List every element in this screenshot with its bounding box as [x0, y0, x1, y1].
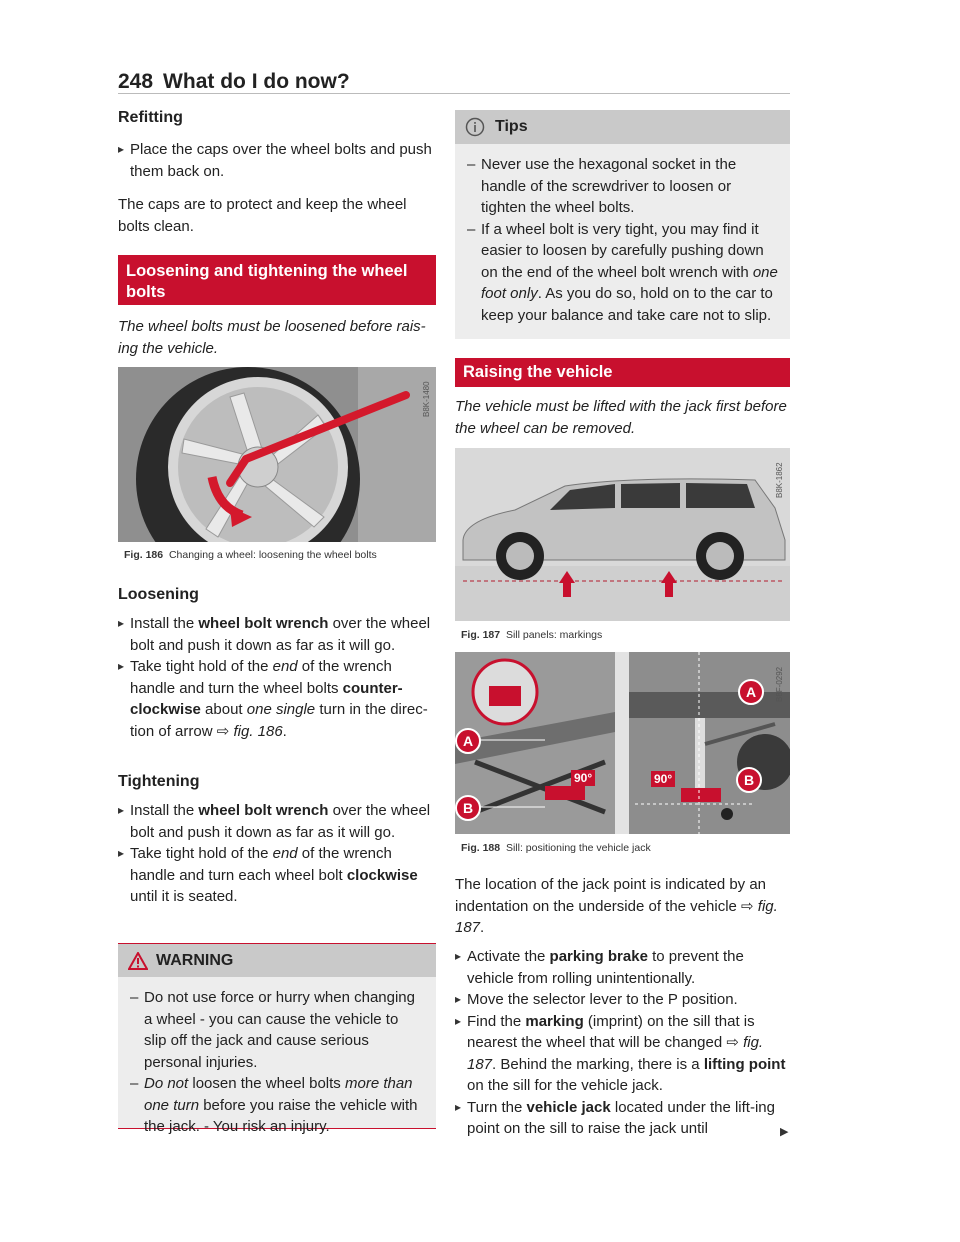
fig-reference-link[interactable]: ⇨ fig. 186: [216, 722, 283, 740]
figure-caption-text: Sill panels: markings: [505, 629, 603, 641]
figure-caption: [461, 842, 651, 854]
raising-steps: [455, 946, 790, 1140]
figure-code: B8F-0292: [775, 666, 784, 702]
refitting-note: The caps are to protect and keep the wheel bolts clean.: [118, 196, 407, 235]
car-side-illustration: [455, 448, 790, 621]
warning-list: [130, 987, 424, 1138]
angle-label: 90°: [651, 771, 675, 787]
loosening-steps: [118, 613, 436, 742]
list-item: – If a wheel bolt is very tight, you may find it easier to loosen by carefully pushing down on the end of the wheel bolt wrench with one foot only. As you do so, hold on to the car to keep your balance and take care not to slip.: [467, 219, 778, 327]
tips-header: [455, 110, 790, 144]
angle-label: 90°: [571, 770, 595, 786]
figure-caption: [461, 629, 602, 641]
page-number: 248: [118, 70, 154, 93]
list-item: – Do not loosen the wheel bolts more than one turn before you raise the vehicle with the jack. - You risk an injury.: [130, 1073, 424, 1138]
loosening-heading: Loosening: [118, 586, 199, 603]
list-item: – Do not use force or hurry when changing a wheel - you can cause the vehicle to slip off the jack and cause serious personal injuries.: [130, 987, 424, 1073]
fig-reference-link[interactable]: ⇨ fig. 187: [467, 1034, 764, 1073]
tips-list: [467, 154, 778, 326]
warning-header: [118, 943, 436, 977]
tips-body: [455, 144, 790, 339]
figure-caption-text: Changing a wheel: loosening the wheel bolts: [168, 549, 377, 561]
list-item: ▸ Find the marking (imprint) on the sill that is nearest the wheel that will be changed ⇨ fig. 187. Behind the marking, there is a lifting point on the sill for the vehicle jack.: [455, 1011, 790, 1097]
warning-body: [118, 977, 436, 1135]
warning-triangle-icon: [128, 952, 148, 970]
jack-location-paragraph: The location of the jack point is indicated by an indentation on the underside of the vehicle ⇨ fig. 187.: [455, 876, 778, 936]
marker-a: A: [455, 728, 481, 754]
section-title-raising: Raising the vehicle: [455, 358, 790, 387]
marker-b: B: [455, 795, 481, 821]
tightening-steps: [118, 800, 436, 908]
list-item: ▸ Install the wheel bolt wrench over the wheel bolt and push it down as far as it will go.: [118, 613, 436, 656]
figure-187: [455, 448, 790, 621]
figure-code: B8K-1862: [775, 462, 784, 498]
list-item: – Never use the hexagonal socket in the handle of the screwdriver to loosen or tighten the wheel bolts.: [467, 154, 778, 219]
header-divider: [118, 93, 790, 94]
list-item: ▸ Place the caps over the wheel bolts and push them back on.: [118, 139, 436, 182]
figure-caption: [124, 549, 377, 561]
figure-label: Fig. 187: [461, 629, 501, 641]
list-item: ▸ Activate the parking brake to prevent the vehicle from rolling unintentionally.: [455, 946, 790, 989]
figure-caption-text: Sill: positioning the vehicle jack: [505, 842, 651, 854]
figure-label: Fig. 188: [461, 842, 501, 854]
section-intro: The wheel bolts must be loosened before rais-ing the vehicle.: [118, 318, 426, 357]
refitting-steps: [118, 139, 436, 182]
marker-b: B: [736, 767, 762, 793]
jack-positioning-illustration: [455, 652, 790, 834]
warning-title: WARNING: [156, 951, 234, 969]
section-intro: The vehicle must be lifted with the jack first before the wheel can be removed.: [455, 398, 787, 437]
info-icon: [465, 117, 485, 137]
list-item: ▸ Turn the vehicle jack located under the lift-ing point on the sill to raise the jack until: [455, 1097, 790, 1140]
wheel-illustration: [118, 367, 436, 542]
continue-arrow-icon: ▶: [780, 1126, 789, 1138]
page-title: What do I do now?: [163, 70, 350, 93]
refitting-heading: Refitting: [118, 109, 183, 126]
fig-reference-link[interactable]: ⇨ fig. 187: [455, 897, 778, 936]
page-header: [118, 70, 350, 94]
tightening-heading: Tightening: [118, 773, 200, 790]
list-item: ▸ Take tight hold of the end of the wrench handle and turn the wheel bolts counter-clockwise about one single turn in the direc-tion of arrow ⇨ fig. 186.: [118, 656, 436, 742]
list-item: ▸ Move the selector lever to the P position.: [455, 989, 790, 1011]
section-title-loosening: Loosening and tightening the wheel bolts: [118, 255, 436, 305]
figure-code: B8K-1480: [422, 381, 431, 417]
figure-188: [455, 652, 790, 834]
list-item: ▸ Take tight hold of the end of the wrench handle and turn each wheel bolt clockwise until it is seated.: [118, 843, 436, 908]
tips-title: Tips: [495, 118, 528, 135]
figure-186: [118, 367, 436, 542]
figure-label: Fig. 186: [124, 549, 164, 561]
list-item: ▸ Install the wheel bolt wrench over the wheel bolt and push it down as far as it will go.: [118, 800, 436, 843]
marker-a: A: [738, 679, 764, 705]
